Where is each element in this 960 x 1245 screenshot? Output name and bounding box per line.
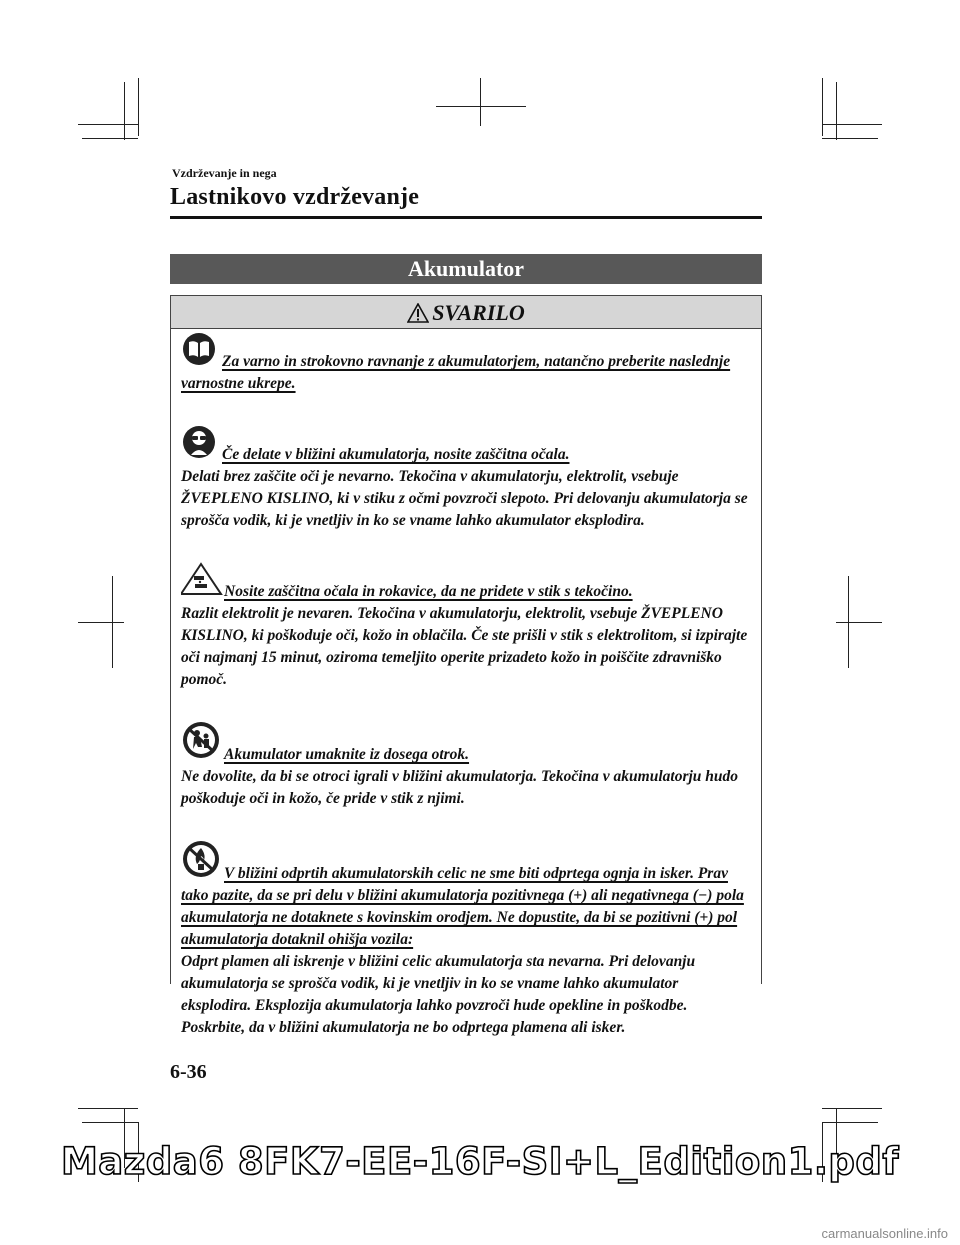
title-divider — [170, 216, 762, 219]
no-open-flame-icon — [181, 840, 223, 885]
warning-heading-text: SVARILO — [432, 300, 525, 325]
warning-item-body: Razlit elektrolit je nevaren. Tekočina v akumulatorju, elektrolit, vsebuje ŽVEPLENO KISLINO, ki poškoduje oči, kožo in oblačila. Če ste prišli v stik s elektrolitom, si izpirajte oči najmanj 15 minut, oziroma temeljito operite prizadeto kožo in poiščite zdravniško pomoč. — [181, 605, 748, 688]
warning-item-body: Odprt plamen ali iskrenje v bližini celic akumulatorja sta nevarna. Pri delovanju akumulatorja se sprošča vodik, ki je vnetljiv in ko se vname lahko akumulator eksplodira. Eksplozija akumulatorja lahko povzroči hude opekline in poškodbe. Poskrbite, da v bližini akumulatorja ne bo odprtega plamena ali isker. — [181, 953, 696, 1036]
warning-item-corrosive — [181, 562, 751, 691]
footer-filename: Mazda6 8FK7-EE-16F-SI+L_Edition1.pdf — [60, 1140, 900, 1183]
page-number: 6-36 — [170, 1061, 207, 1083]
section-title: Lastnikovo vzdrževanje — [170, 184, 420, 210]
topic-banner: Akumulator — [170, 254, 762, 284]
keep-children-away-icon — [181, 721, 223, 766]
warning-item-lead: Za varno in strokovno ravnanje z akumulatorjem, natančno preberite naslednje varnostne ukrepe. — [181, 353, 731, 392]
warning-item-lead: Akumulator umaknite iz dosega otrok. — [224, 746, 470, 763]
warning-heading — [171, 296, 761, 329]
corrosive-icon — [181, 562, 223, 603]
warning-body — [181, 332, 751, 1039]
warning-item-lead: Nosite zaščitna očala in rokavice, da ne pridete v stik s tekočino. — [224, 583, 633, 600]
warning-item-eye-protection — [181, 425, 751, 532]
section-label: Vzdrževanje in nega — [172, 166, 277, 180]
warning-item-read-manual — [181, 332, 751, 395]
warning-item-lead: Če delate v bližini akumulatorja, nosite zaščitna očala. — [222, 446, 570, 463]
warning-item-no-open-flame — [181, 840, 751, 1039]
warning-item-keep-children-away — [181, 721, 751, 810]
warning-item-body: Ne dovolite, da bi se otroci igrali v bližini akumulatorja. Tekočina v akumulatorju hudo poškoduje oči in kožo, če pride v stik z njimi. — [181, 768, 739, 807]
warning-box — [170, 295, 762, 1036]
eye-protection-icon — [181, 425, 221, 466]
warning-item-lead: V bližini odprtih akumulatorskih celic ne sme biti odprtega ognja in isker. Prav tako pazite, da se pri delu v bližini akumulatorja pozitivnega (+) ali negativnega (−) pola akumulatorja ne dotaknete s kovinskim orodjem. Ne dopustite, da bi se pozitivni (+) pol akumulatorja dotaknil ohišja vozila: — [181, 865, 744, 948]
warning-item-body: Delati brez zaščite oči je nevarno. Tekočina v akumulatorju, elektrolit, vsebuje ŽVEPLENO KISLINO, ki v stiku z očmi povzroči slepoto. Pri delovanju akumulatorja se sprošča vodik, ki je vnetljiv in ko se vname lahko akumulator eksplodira. — [181, 468, 748, 529]
read-manual-icon — [181, 332, 221, 373]
warning-triangle-icon — [407, 303, 429, 323]
watermark: carmanualsonline.info — [821, 1226, 948, 1241]
